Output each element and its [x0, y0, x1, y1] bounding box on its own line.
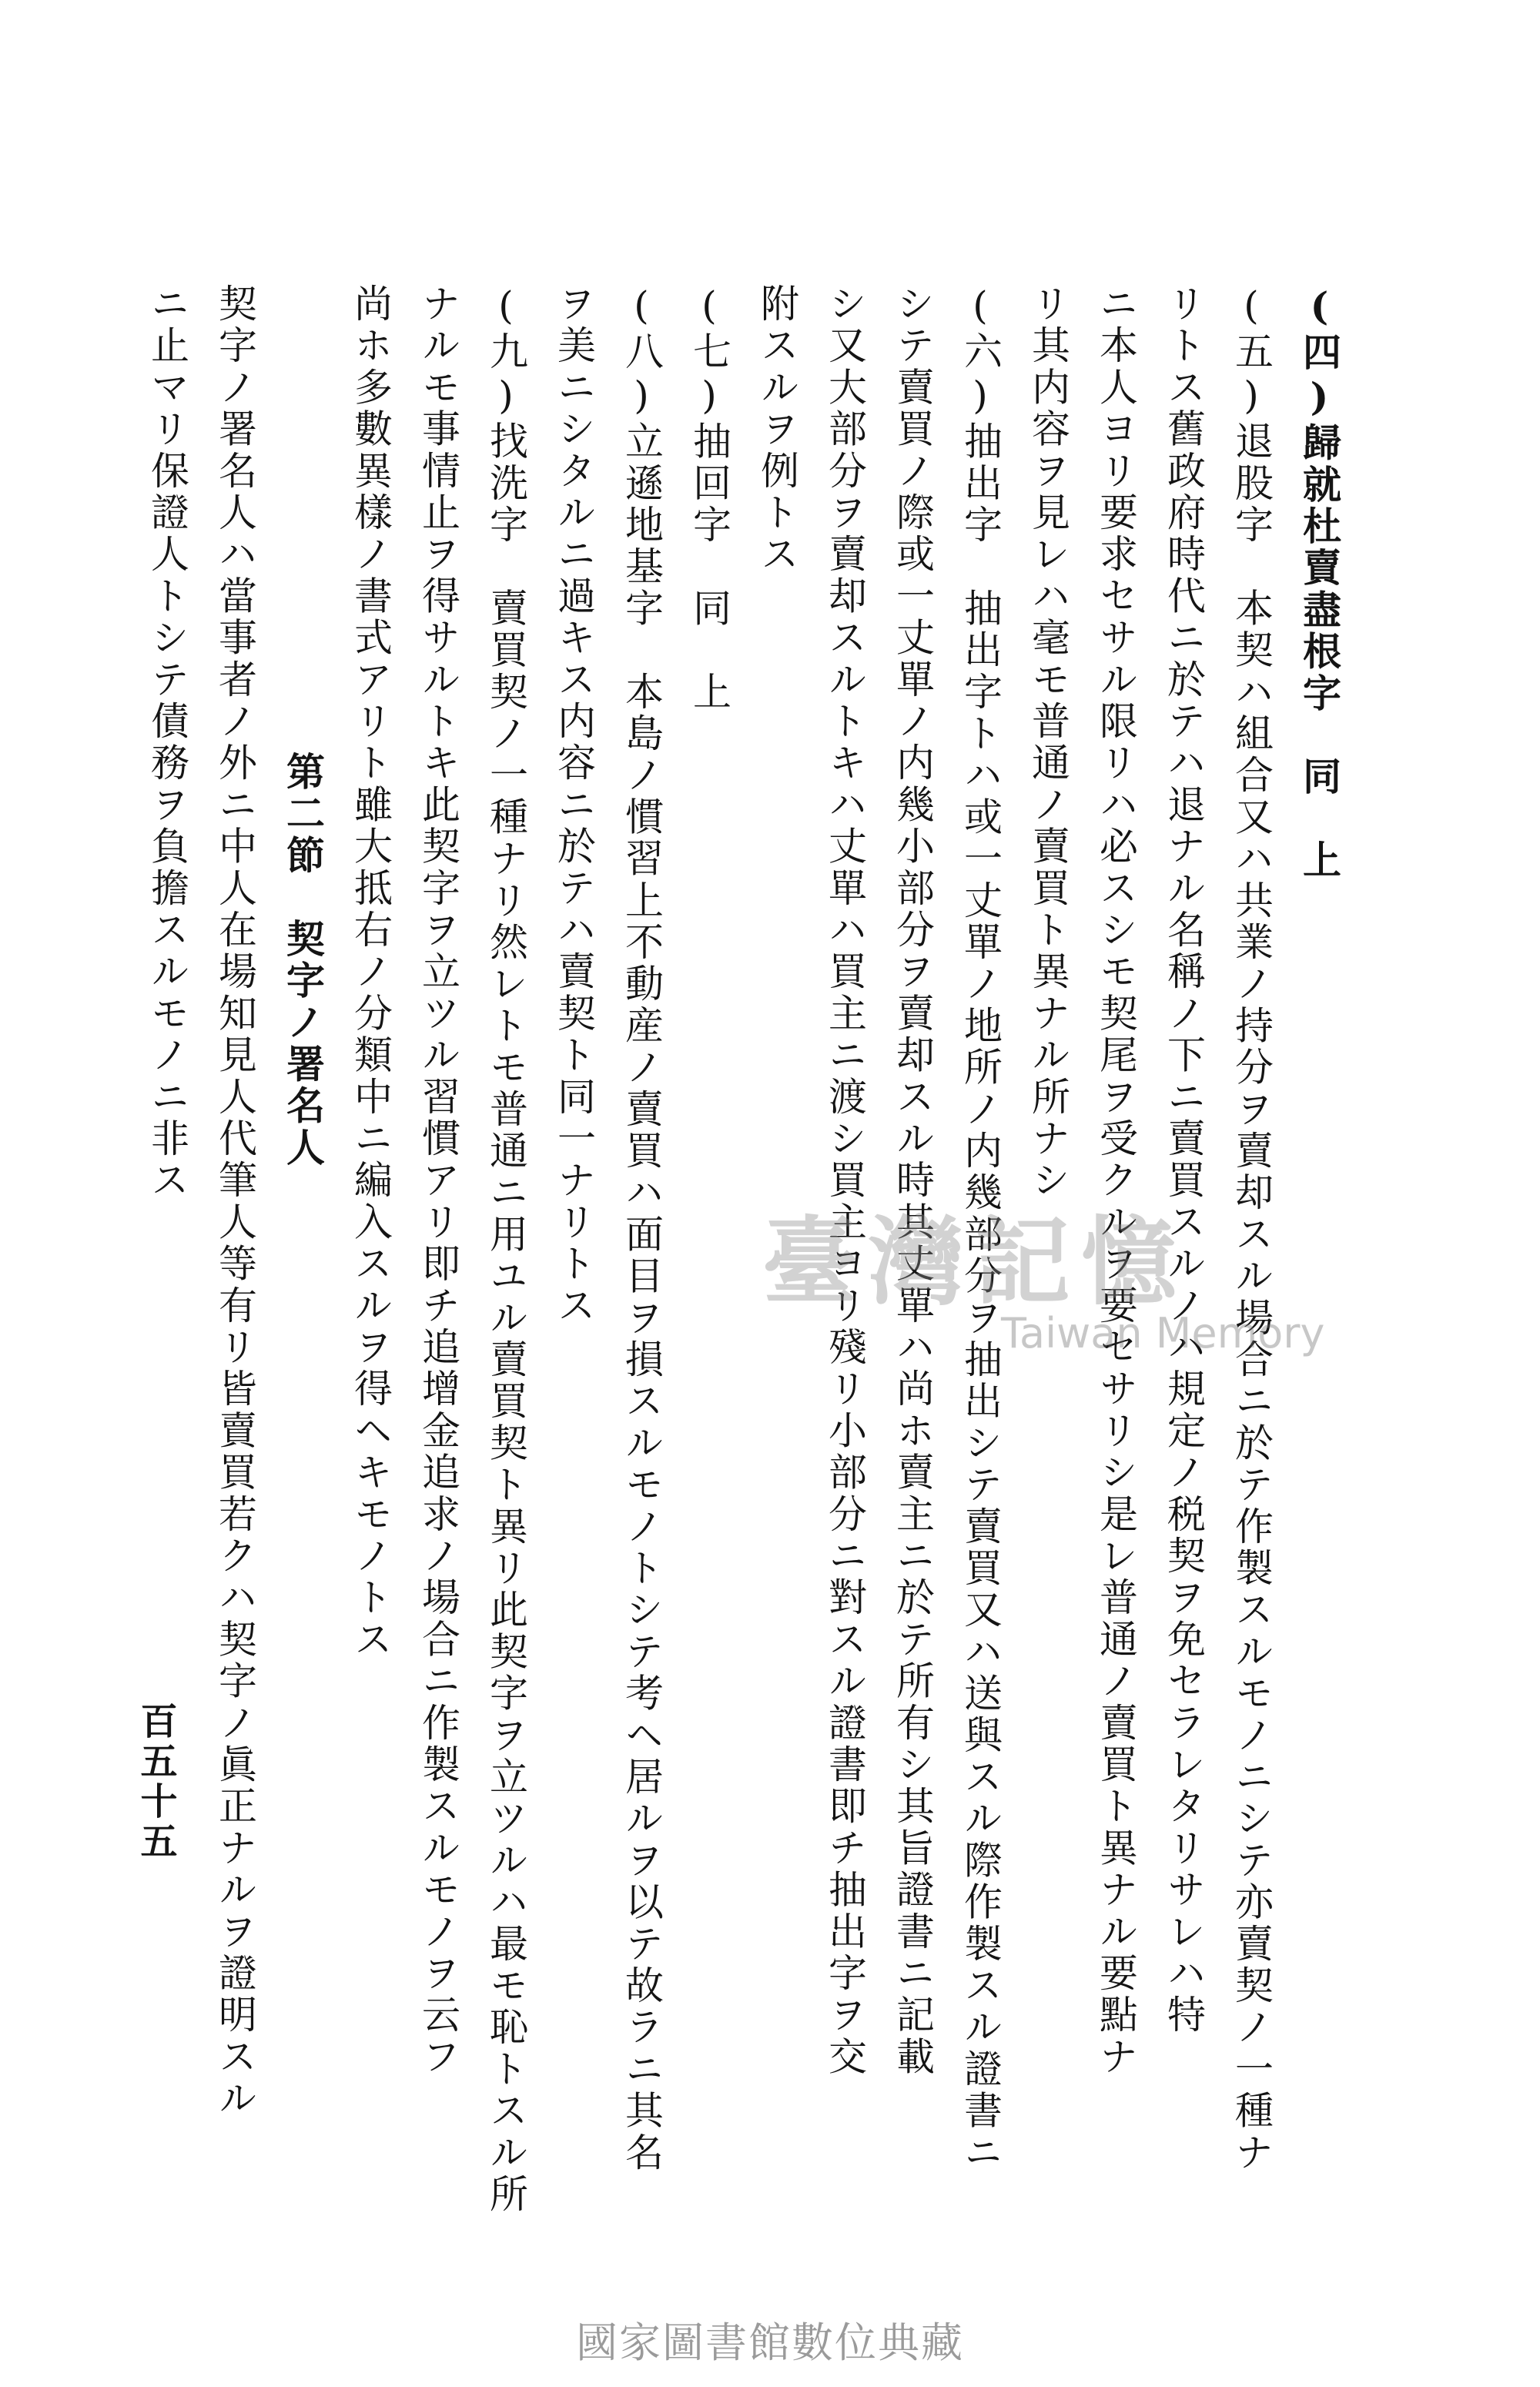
- watermark-title: 臺灣記憶: [762, 1207, 1188, 1318]
- text-column-9: 附スルヲ例トス: [755, 283, 799, 576]
- text-column-11: (八)立遜地基字 本島ノ慣習上不動産ノ賣買ハ面目ヲ損スルモノトシテ考ヘ居ルヲ以テ故ラニ其名: [619, 283, 664, 2174]
- text-column-6: (六)抽出字 抽出字トハ或一丈單ノ地所ノ内幾部分ヲ抽出シテ賣買又ハ送與スル際作製スル證書ニ: [958, 283, 1003, 2174]
- text-column-15: 尚ホ多數異樣ノ書式アリト雖大抵右ノ分類中ニ編入スルヲ得ヘキモノトス: [348, 283, 393, 1661]
- watermark: [762, 1186, 1325, 1371]
- text-column-10: (七)抽回字 同 上: [687, 283, 732, 713]
- text-column-1: (四)歸就杜賣盡根字 同 上: [1297, 283, 1342, 882]
- text-column-5: リ其内容ヲ見レハ毫モ普通ノ賣買ト異ナル所ナシ: [1026, 283, 1070, 1202]
- watermark-subtitle: Taiwan Memory: [1001, 1309, 1325, 1358]
- text-column-3: リトス舊政府時代ニ於テハ退ナル名稱ノ下ニ賣買スルノハ規定ノ税契ヲ免セラレタリサレハ特: [1161, 283, 1206, 2037]
- text-column-16: 契字ノ署名人ハ當事者ノ外ニ中人在場知見人代筆人等有リ皆賣買若クハ契字ノ眞正ナルヲ證明スル: [213, 283, 257, 2120]
- page-number: 百五十五: [134, 1702, 177, 1862]
- text-column-7: シテ賣買ノ際或一丈單ノ内幾小部分ヲ賣却スル時其丈單ハ尚ホ賣主ニ於テ所有シ其旨證書ニ記載: [890, 283, 935, 2078]
- text-column-17: ニ止マリ保證人トシテ債務ヲ負擔スルモノニ非ス: [145, 283, 189, 1202]
- archive-footer: 國家圖書館數位典藏: [576, 2318, 964, 2367]
- text-column-2: (五)退股字 本契ハ組合又ハ共業ノ持分ヲ賣却スル場合ニ於テ作製スルモノニシテ亦賣契ノ一種ナ: [1229, 283, 1274, 2174]
- text-column-4: ニ本人ヨリ要求セサル限リハ必スシモ契尾ヲ受クルヲ要セサリシ是レ普通ノ賣買ト異ナル要點ナ: [1093, 283, 1138, 2078]
- text-column-14: ナルモ事情止ヲ得サルトキ此契字ヲ立ツル習慣アリ即チ追增金追求ノ場合ニ作製スルモノヲ云フ: [416, 283, 460, 2078]
- section-heading: 第二節 契字ノ署名人: [280, 752, 326, 1169]
- text-column-13: (九)找洗字 賣買契ノ一種ナリ然レトモ普通ニ用ユル賣買契ト異リ此契字ヲ立ツルハ最モ恥トスル所: [484, 283, 528, 2216]
- text-column-8: シ又大部分ヲ賣却スルトキハ丈單ハ買主ニ渡シ買主ヨリ殘リ小部分ニ對スル證書即チ抽出字ヲ交: [822, 283, 867, 2078]
- text-column-12: ヲ美ニシタルニ過キス内容ニ於テハ賣契ト同一ナリトス: [551, 283, 596, 1327]
